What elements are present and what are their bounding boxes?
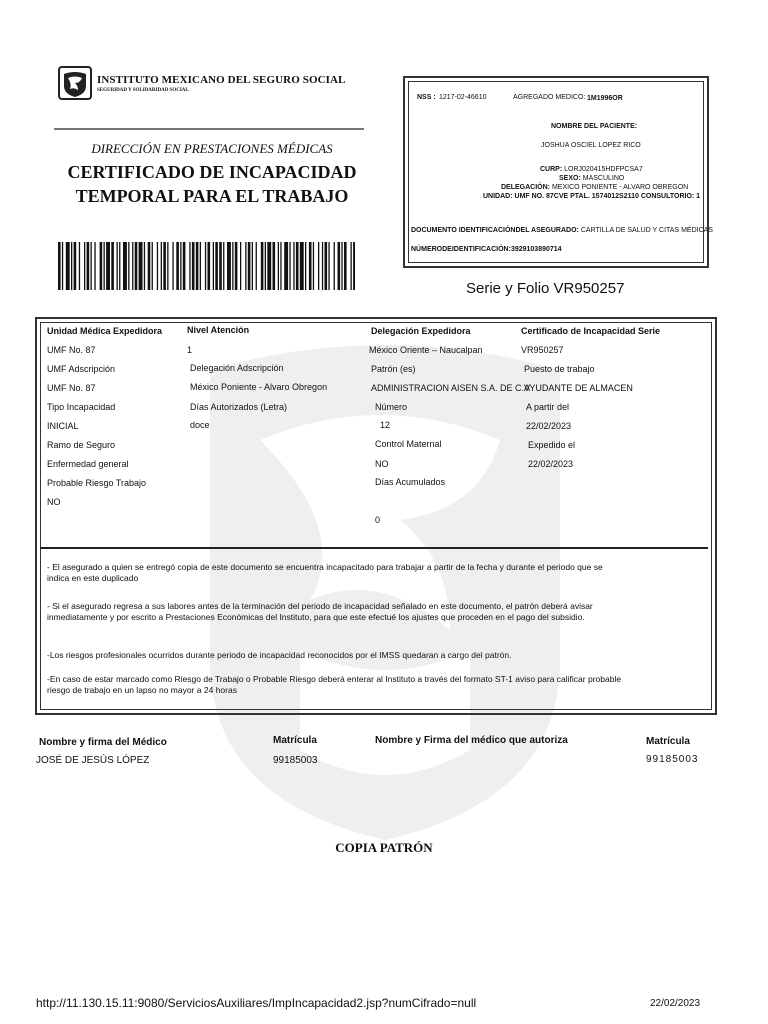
delegacion-label: DELEGACIÓN: xyxy=(501,184,550,191)
unidad-value: UMF NO. 87CVE PTAL. 1574012S2110 CONSULTORIO: 1 xyxy=(514,193,701,200)
medico-autoriza-label: Nombre y Firma del médico que autoriza xyxy=(375,735,568,746)
sexo-label: SEXO: xyxy=(559,175,581,182)
medico-name: JOSÉ DE JESÚS LÓPEZ xyxy=(36,755,150,766)
certificate-title-line2: TEMPORAL PARA EL TRABAJO xyxy=(75,186,349,206)
unidad-row xyxy=(483,193,700,200)
riesgo-trabajo-label: Probable Riesgo Trabajo xyxy=(47,478,147,488)
tipo-incapacidad-value: INICIAL xyxy=(47,421,79,431)
numero-value: 12 xyxy=(380,420,391,430)
nivel-atencion-value: 1 xyxy=(187,345,193,355)
nivel-atencion-label: Nivel Atención xyxy=(187,325,250,335)
nss-label: NSS : xyxy=(417,94,436,101)
delegacion-adscripcion-value: México Poniente - Alvaro Obregon xyxy=(190,382,328,392)
patient-info-box xyxy=(403,76,713,268)
documento-row xyxy=(411,227,713,234)
copia-patron: COPIA PATRÓN xyxy=(335,840,433,855)
unidad-expedidora-value: UMF No. 87 xyxy=(47,345,96,355)
delegacion-expedidora-value: México Oriente – Naucalpan xyxy=(369,345,483,355)
curp-value: LORJ020415HDFPCSA7 xyxy=(564,166,643,173)
puesto-label: Puesto de trabajo xyxy=(524,364,595,374)
umf-adscripcion-value: UMF No. 87 xyxy=(47,383,96,393)
institute-name: INSTITUTO MEXICANO DEL SEGURO SOCIAL xyxy=(97,74,346,86)
footer-date: 22/02/2023 xyxy=(650,998,701,1009)
control-maternal-value: NO xyxy=(375,459,389,469)
patron-value: ADMINISTRACION AISEN S.A. DE C.V xyxy=(371,383,531,393)
barcode xyxy=(58,242,355,290)
ramo-seguro-label: Ramo de Seguro xyxy=(47,440,116,450)
footer-url: http://11.130.15.11:9080/ServiciosAuxiliares/ImpIncapacidad2.jsp?numCifrado=null xyxy=(36,996,477,1010)
header-divider xyxy=(54,128,364,130)
delegacion-row xyxy=(501,184,688,191)
numero-id-value: 3929103890714 xyxy=(510,246,562,253)
expedido-label: Expedido el xyxy=(528,440,576,450)
delegacion-value: MEXICO PONIENTE - ALVARO OBREGON xyxy=(551,184,689,191)
unidad-expedidora-label: Unidad Médica Expedidora xyxy=(47,326,163,336)
dias-letra-value: doce xyxy=(190,420,210,430)
dias-letra-label: Días Autorizados (Letra) xyxy=(190,402,288,412)
umf-adscripcion-label: UMF Adscripción xyxy=(47,364,116,374)
agregado-value: 1M1996OR xyxy=(587,95,623,102)
patron-label: Patrón (es) xyxy=(371,364,416,374)
delegacion-adscripcion-label: Delegación Adscripción xyxy=(190,363,284,373)
dias-acumulados-value: 0 xyxy=(375,515,381,525)
unidad-label: UNIDAD: xyxy=(483,193,513,200)
matricula2-value: 99185003 xyxy=(646,754,699,765)
serie-folio: Serie y Folio VR950257 xyxy=(466,280,625,297)
sexo-row xyxy=(559,175,624,182)
certificado-serie-label: Certificado de Incapacidad Serie xyxy=(521,326,661,336)
agregado-label: AGREGADO MEDICO: xyxy=(513,94,586,101)
expedido-value: 22/02/2023 xyxy=(528,459,574,469)
certificate-title xyxy=(52,160,372,208)
tipo-incapacidad-label: Tipo Incapacidad xyxy=(47,402,116,412)
medico-name-label: Nombre y firma del Médico xyxy=(39,737,167,748)
ramo-seguro-value: Enfermedad general xyxy=(47,459,129,469)
numero-label: Número xyxy=(375,402,408,412)
curp-row xyxy=(540,166,643,173)
direction-title: DIRECCIÓN EN PRESTACIONES MÉDICAS xyxy=(91,141,333,156)
imss-logo-icon xyxy=(58,66,92,100)
note-1: - El asegurado a quien se entregó copia de este documento se encuentra incapacitado para trabajar a partir de la fecha y durante el periodo que se indica en este duplicado xyxy=(47,562,603,583)
certificate-title-line1: CERTIFICADO DE INCAPACIDAD xyxy=(67,162,357,182)
matricula2-label: Matrícula xyxy=(646,736,690,747)
puesto-value: AYUDANTE DE ALMACEN xyxy=(524,383,633,393)
control-maternal-label: Control Maternal xyxy=(375,439,442,449)
matricula-label: Matrícula xyxy=(273,735,317,746)
note-2: - Si el asegurado regresa a sus labores antes de la terminación del periodo de incapacidad señalado en este documento, el patrón deberá avisar inmediatamente y por escrito a Prestaciones Económicas del Instituto, para que este efectué los ajustes que proceden en el pago del subsidio. xyxy=(47,601,593,622)
nss-value: 1217-02-46610 xyxy=(439,94,487,101)
numero-id-label: NÚMERODEIDENTIFICACIÓN: xyxy=(411,246,511,253)
a-partir-value: 22/02/2023 xyxy=(526,421,572,431)
certificado-serie-value: VR950257 xyxy=(521,345,564,355)
matricula-value: 99185003 xyxy=(273,755,318,766)
documento-value: CARTILLA DE SALUD Y CITAS MÉDICAS xyxy=(580,227,713,234)
dias-acumulados-label: Días Acumulados xyxy=(375,477,446,487)
curp-label: CURP: xyxy=(540,166,563,173)
numero-id-row xyxy=(411,246,562,253)
sexo-value: MASCULINO xyxy=(582,175,625,182)
patient-name: JOSHUA OSCIEL LOPEZ RICO xyxy=(541,142,641,149)
riesgo-trabajo-value: NO xyxy=(47,497,61,507)
delegacion-expedidora-label: Delegación Expedidora xyxy=(371,326,471,336)
documento-label: DOCUMENTO IDENTIFICACIÓNDEL ASEGURADO: xyxy=(411,227,579,234)
note-4: -En caso de estar marcado como Riesgo de Trabajo o Probable Riesgo deberá enterar al Instituto a través del formato ST-1 aviso para calificar probable riesgo de trabajo en un lapso no mayor a 24 horas xyxy=(47,674,622,695)
institute-subtitle: SEGURIDAD Y SOLIDARIDAD SOCIAL xyxy=(97,88,189,93)
section-divider xyxy=(40,547,708,549)
note-3: -Los riesgos profesionales ocurridos durante periodo de incapacidad reconocidos por el IMSS quedaran a cargo del patrón. xyxy=(47,650,512,660)
a-partir-label: A partir del xyxy=(526,402,570,412)
patient-name-label: NOMBRE DEL PACIENTE: xyxy=(551,123,638,130)
